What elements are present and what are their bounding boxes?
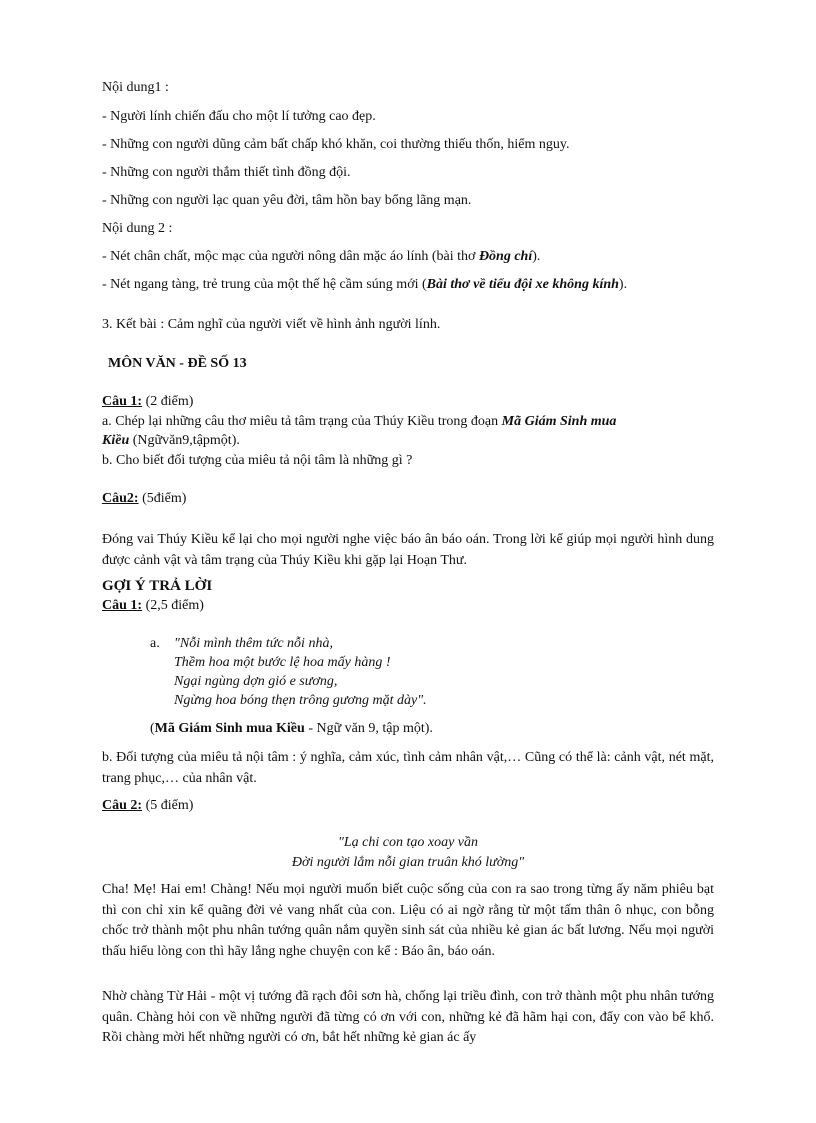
answer-1 bbox=[102, 597, 204, 615]
poem-title: Đồng chí bbox=[478, 249, 533, 264]
list-item bbox=[102, 276, 627, 294]
list-item bbox=[102, 248, 540, 266]
poem-source-rest: - Ngữ văn 9, tập một). bbox=[304, 721, 433, 736]
question-points: (2 điểm) bbox=[142, 394, 194, 409]
answer-2 bbox=[102, 797, 193, 815]
question-1a-cont bbox=[102, 432, 240, 450]
question-1b: b. Cho biết đối tượng của miêu tả nội tâm là những gì ? bbox=[102, 453, 413, 468]
poem-source bbox=[150, 720, 433, 738]
excerpt-source: (Ngữvăn9,tậpmột). bbox=[129, 433, 240, 448]
answer-points: (5 điểm) bbox=[142, 798, 194, 813]
list-item-end: ). bbox=[618, 277, 628, 292]
paragraph: Nhờ chàng Từ Hải - một vị tướng đã rạch đôi sơn hà, chống lại triều đình, con trở thành một phu nhân tướng quân. Chàng hỏi con về những người đã từng có ơn với con, những kẻ đã hãm hại con, đẩy con vào bể khổ. Rồi chàng mời hết những người có ơn, bắt hết những kẻ gian ác ấy bbox=[102, 989, 714, 1045]
conclusion: 3. Kết bài : Cảm nghĩ của người viết về hình ảnh người lính. bbox=[102, 317, 441, 332]
list-item: - Những con người thắm thiết tình đồng đội. bbox=[102, 165, 351, 180]
quote-line: Đời người lắm nỗi gian truân khó lường" bbox=[291, 855, 525, 870]
excerpt-title: Kiều bbox=[102, 433, 130, 448]
content1-heading: Nội dung1 : bbox=[102, 80, 169, 95]
poem-line: Thềm hoa một bước lệ hoa mấy hàng ! bbox=[174, 655, 391, 670]
list-item-text: - Nét chân chất, mộc mạc của người nông dân mặc áo lính (bài thơ bbox=[102, 249, 479, 264]
answer-points: (2,5 điểm) bbox=[142, 598, 204, 613]
answers-heading: GỢI Ý TRẢ LỜI bbox=[102, 578, 213, 594]
question-label: Câu 1: bbox=[102, 394, 143, 409]
poem-title: Bài thơ về tiểu đội xe không kính bbox=[426, 277, 619, 292]
excerpt-title: Mã Giám Sinh mua bbox=[501, 414, 617, 429]
answer-label: Câu 1: bbox=[102, 598, 143, 613]
list-item: - Người lính chiến đấu cho một lí tưởng cao đẹp. bbox=[102, 109, 376, 124]
exam-title: MÔN VĂN - ĐỀ SỐ 13 bbox=[108, 356, 247, 371]
list-item-text: - Nét ngang tàng, trẻ trung của một thế hệ cầm súng mới ( bbox=[102, 277, 427, 292]
list-item: - Những con người dũng cảm bất chấp khó khăn, coi thường thiếu thốn, hiểm nguy. bbox=[102, 137, 570, 152]
poem-line: Ngừng hoa bóng thẹn trông gương mặt dày". bbox=[174, 693, 427, 708]
answer-1b: b. Đối tượng của miêu tả nội tâm : ý nghĩa, cảm xúc, tình cảm nhân vật,… Cũng có thể là: cảnh vật, nét mặt, trang phục,… của nhân vật. bbox=[102, 750, 714, 786]
list-item: - Những con người lạc quan yêu đời, tâm hồn bay bổng lãng mạn. bbox=[102, 193, 472, 208]
poem-source-title: Mã Giám Sinh mua Kiều bbox=[154, 721, 305, 736]
question-label: Câu2: bbox=[102, 491, 139, 506]
question-1a bbox=[102, 413, 616, 431]
poem-line: "Nỗi mình thêm tức nỗi nhà, bbox=[174, 636, 333, 651]
question-1 bbox=[102, 393, 193, 411]
question-points: (5điểm) bbox=[138, 491, 187, 506]
list-item-end: ). bbox=[532, 249, 541, 264]
question-2-body: Đóng vai Thúy Kiều kể lại cho mọi người nghe việc báo ân báo oán. Trong lời kể giúp mọi người hình dung được cảnh vật và tâm trạng của Thúy Kiều khi gặp lại Hoạn Thư. bbox=[102, 532, 714, 568]
poem-marker: a. bbox=[150, 636, 160, 651]
paragraph: Cha! Mẹ! Hai em! Chàng! Nếu mọi người muốn biết cuộc sống của con ra sao trong từng ấy năm phiêu bạt thì con chỉ xin kể quãng đời vẻ vang nhất của con. Liệu có ai ngờ rằng từ một tấm thân ô nhục, con bỗng chốc trở thành một phu nhân tướng quân nắm quyền sinh sát của nhiều kẻ gian ác bất lương. Nếu mọi người thấu hiểu lòng con thì hãy lắng nghe chuyện con kể : Báo ân, báo oán. bbox=[102, 882, 714, 959]
poem-line: Ngại ngùng dợn gió e sương, bbox=[174, 674, 338, 689]
answer-label: Câu 2: bbox=[102, 798, 143, 813]
open-paren: ( bbox=[150, 721, 155, 736]
question-2 bbox=[102, 490, 186, 508]
question-text: a. Chép lại những câu thơ miêu tả tâm trạng của Thúy Kiều trong đoạn bbox=[102, 414, 502, 429]
quote-line: "Lạ chi con tạo xoay vần bbox=[337, 835, 478, 850]
content2-heading: Nội dung 2 : bbox=[102, 221, 173, 236]
